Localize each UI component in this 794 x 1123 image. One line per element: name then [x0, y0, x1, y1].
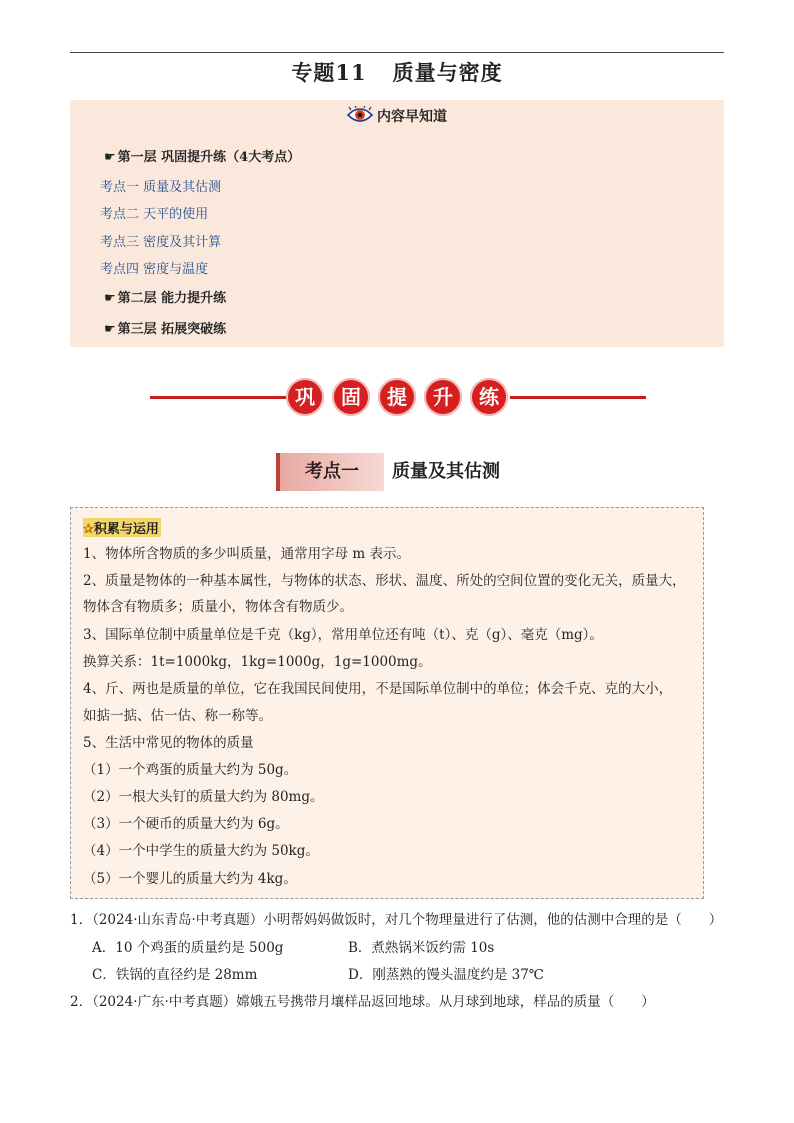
knowledge-line: 3、国际单位制中质量单位是千克（kg），常用单位还有吨（t）、克（g）、毫克（mg）。 — [83, 627, 603, 643]
section-banner — [286, 378, 510, 416]
toc-layer-1-label: 第一层 巩固提升练（4大考点） — [117, 150, 301, 165]
contents-heading-text: 内容早知道 — [377, 109, 447, 125]
hand-pointer-icon: ☛ — [104, 291, 116, 306]
knowledge-point-heading — [276, 453, 536, 491]
toc-kp-2[interactable]: 考点二 天平的使用 — [100, 207, 209, 222]
question-2-stem: 2．（2024·广东·中考真题）嫦娥五号携带月壤样品返回地球。从月球到地球，样品的质量（ ） — [70, 994, 655, 1010]
toc-kp-3[interactable]: 考点三 密度及其计算 — [100, 235, 222, 250]
question-1-option-b[interactable]: B．煮熟锅米饭约需 10s — [348, 940, 495, 956]
header-rule — [70, 52, 724, 53]
banner-char: 升 — [424, 378, 462, 416]
knowledge-point-name: 质量及其估测 — [392, 461, 500, 482]
title-topic-name: 质量与密度 — [392, 60, 503, 85]
page-title — [0, 57, 794, 87]
banner-rule-right — [510, 396, 646, 399]
contents-heading — [70, 106, 724, 128]
question-1-option-a[interactable]: A．10 个鸡蛋的质量约是 500g — [92, 940, 284, 956]
knowledge-line: （2）一根大头钉的质量大约为 80mg。 — [83, 789, 324, 805]
banner-char: 巩 — [286, 378, 324, 416]
knowledge-point-tag: 考点一 — [276, 453, 384, 491]
knowledge-line: （4）一个中学生的质量大约为 50kg。 — [83, 843, 319, 859]
hand-pointer-icon: ☛ — [104, 322, 116, 337]
toc-layer-1[interactable] — [104, 146, 300, 165]
toc-layer-2-label: 第二层 能力提升练 — [117, 291, 227, 306]
banner-char: 提 — [378, 378, 416, 416]
knowledge-box — [70, 507, 704, 899]
knowledge-tag-label: 积累与运用 — [93, 522, 159, 537]
toc-kp-4[interactable]: 考点四 密度与温度 — [100, 262, 209, 277]
knowledge-line: 4、斤、两也是质量的单位，它在我国民间使用，不是国际单位制中的单位；体会千克、克的大小， — [83, 681, 673, 697]
hand-pointer-icon: ☛ — [104, 150, 116, 165]
eye-icon — [347, 106, 373, 128]
contents-box — [70, 100, 724, 347]
toc-layer-3[interactable] — [104, 318, 226, 337]
banner-char: 练 — [470, 378, 508, 416]
title-topic-number: 专题11 — [291, 60, 367, 85]
knowledge-line: 如掂一掂、估一估、称一称等。 — [83, 708, 272, 724]
toc-layer-3-label: 第三层 拓展突破练 — [117, 322, 227, 337]
knowledge-line: 物体含有物质多；质量小，物体含有物质少。 — [83, 599, 353, 615]
question-1-option-d[interactable]: D．刚蒸熟的馒头温度约是 37℃ — [348, 967, 544, 983]
knowledge-tag — [83, 518, 161, 537]
question-1-option-c[interactable]: C．铁锅的直径约是 28mm — [92, 967, 258, 983]
toc-layer-2[interactable] — [104, 287, 226, 306]
knowledge-line: （1）一个鸡蛋的质量大约为 50g。 — [83, 762, 298, 778]
knowledge-line: 1、物体所含物质的多少叫质量，通常用字母 m 表示。 — [83, 546, 410, 562]
knowledge-line: （3）一个硬币的质量大约为 6g。 — [83, 816, 289, 832]
toc-kp-1[interactable]: 考点一 质量及其估测 — [100, 180, 222, 195]
star-icon: ✰ — [83, 522, 94, 537]
knowledge-line: 换算关系：1t=1000kg，1kg=1000g，1g=1000mg。 — [83, 654, 432, 670]
knowledge-line: （5）一个婴儿的质量大约为 4kg。 — [83, 871, 297, 887]
banner-char: 固 — [332, 378, 370, 416]
banner-rule-left — [150, 396, 286, 399]
knowledge-line: 2、质量是物体的一种基本属性，与物体的状态、形状、温度、所处的空间位置的变化无关，质量大， — [83, 573, 686, 589]
knowledge-line: 5、生活中常见的物体的质量 — [83, 735, 254, 751]
question-1-stem: 1．（2024·山东青岛·中考真题）小明帮妈妈做饭时，对几个物理量进行了估测，他的估测中合理的是（ ） — [70, 912, 723, 928]
